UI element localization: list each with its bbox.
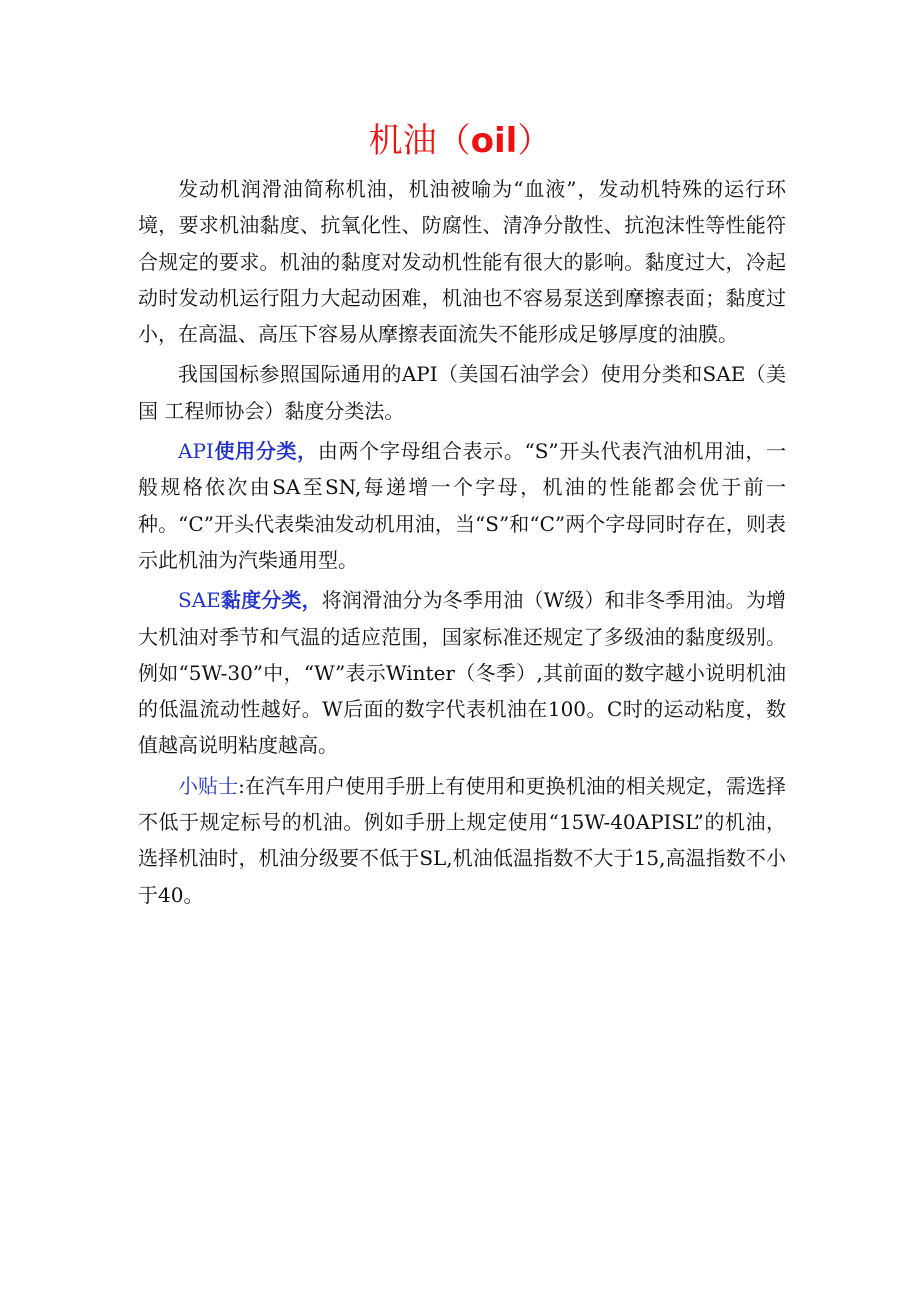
api-prefix: API	[178, 439, 214, 464]
api-text: 由两个字母组合表示。“S”开头代表汽油机用油，一般规格依次由SA至SN,每递增一个字母，机油的性能都会优于前一种。“C”开头代表柴油发动机用油，当“S”和“C”两个字母同时存在，则表示此机油为汽柴通用型。	[138, 439, 787, 572]
paragraph-standard: 我国国标参照国际通用的API（美国石油学会）使用分类和SAE（美国 工程师协会）黏度分类法。	[138, 362, 786, 423]
document-body	[138, 171, 786, 913]
paragraph-api	[138, 433, 786, 578]
api-heading: 使用分类，	[213, 439, 318, 464]
title-chinese: 机油（	[368, 121, 471, 161]
title-close-paren: ）	[517, 121, 552, 161]
paragraph-intro: 发动机润滑油简称机油，机油被喻为“血液”，发动机特殊的运行环境，要求机油黏度、抗氧化性、防腐性、清净分散性、抗泡沫性等性能符合规定的要求。机油的黏度对发动机性能有很大的影响。黏度过大，冷起动时发动机运行阻力大起动困难，机油也不容易泵送到摩擦表面；黏度过小，在高温、高压下容易从摩擦表面流失不能形成足够厚度的油膜。	[138, 177, 786, 347]
paragraph-tip	[138, 768, 786, 913]
tip-label: 小贴士	[178, 773, 239, 798]
title-latin: oil	[470, 121, 518, 161]
sae-text: 将润滑油分为冬季用油（W级）和非冬季用油。为增大机油对季节和气温的适应范围，国家标准还规定了多级油的黏度级别。例如“5W-30”中，“W”表示Winter（冬季）,其前面的数字越小说明机油的低温流动性越好。W后面的数字代表机油在100。C时的运动粘度，数值越高说明粘度越高。	[138, 588, 787, 758]
sae-prefix: SAE	[178, 588, 221, 613]
paragraph-sae	[138, 582, 786, 763]
sae-heading: 黏度分类，	[220, 588, 322, 613]
tip-text: :在汽车用户使用手册上有使用和更换机油的相关规定，需选择不低于规定标号的机油。例如手册上规定使用“15W-40APISL”的机油，选择机油时，机油分级要不低于SL,机油低温指数不大于15,高温指数不小于40。	[138, 773, 786, 907]
document-title	[0, 118, 920, 164]
